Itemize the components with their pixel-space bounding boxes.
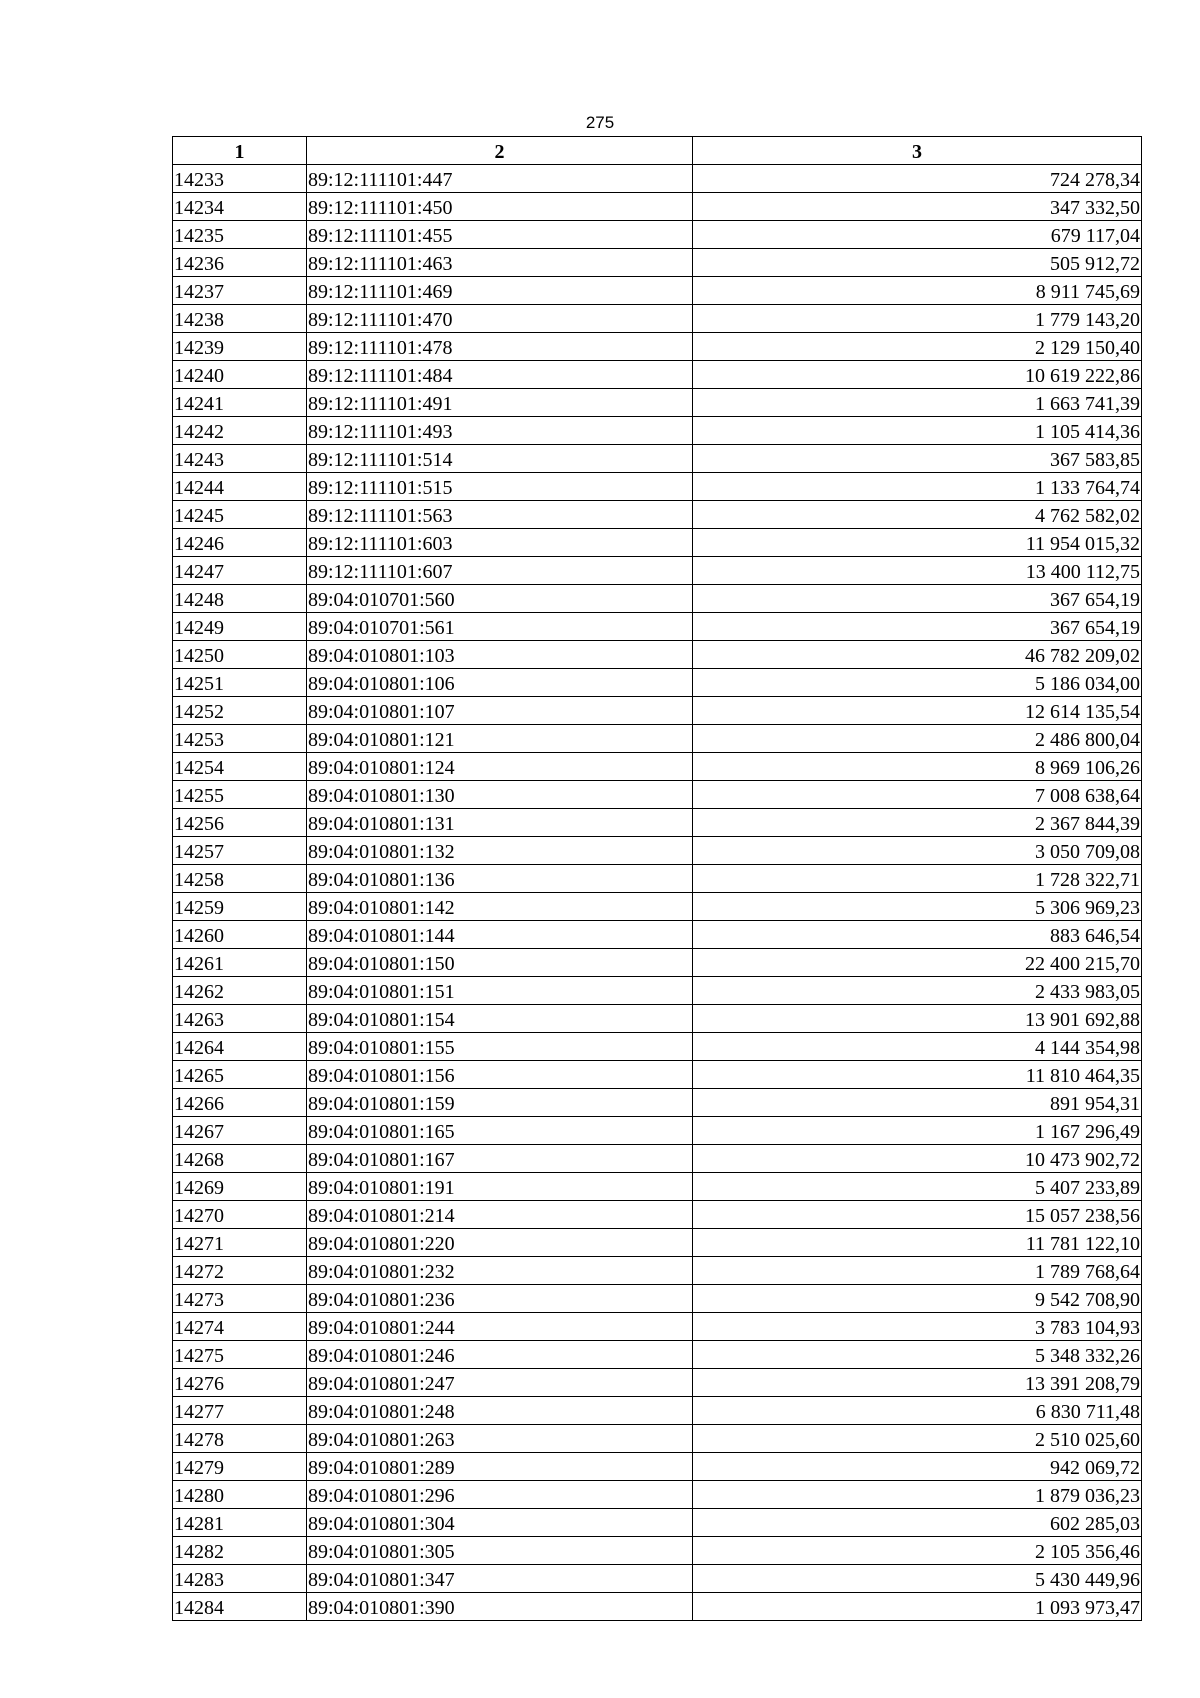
value-cell: 11 781 122,10 [693,1229,1142,1257]
table-row [173,193,1142,221]
row-number-cell: 14257 [173,837,307,865]
table-row [173,1453,1142,1481]
value-cell: 2 433 983,05 [693,977,1142,1005]
table-row [173,893,1142,921]
row-number-cell: 14250 [173,641,307,669]
value-cell: 1 093 973,47 [693,1593,1142,1621]
cadastral-number-cell: 89:04:010801:191 [307,1173,693,1201]
row-number-cell: 14260 [173,921,307,949]
row-number-cell: 14273 [173,1285,307,1313]
row-number-cell: 14280 [173,1481,307,1509]
table-row [173,641,1142,669]
value-cell: 3 783 104,93 [693,1313,1142,1341]
cadastral-number-cell: 89:04:010801:130 [307,781,693,809]
row-number-cell: 14248 [173,585,307,613]
cadastral-number-cell: 89:04:010801:263 [307,1425,693,1453]
row-number-cell: 14241 [173,389,307,417]
value-cell: 2 486 800,04 [693,725,1142,753]
table-row [173,669,1142,697]
table-row [173,277,1142,305]
cadastral-number-cell: 89:12:111101:447 [307,165,693,193]
cadastral-number-cell: 89:04:010801:289 [307,1453,693,1481]
cadastral-number-cell: 89:04:010801:246 [307,1341,693,1369]
table-row [173,725,1142,753]
table-row [173,1565,1142,1593]
row-number-cell: 14254 [173,753,307,781]
table-row [173,501,1142,529]
value-cell: 46 782 209,02 [693,641,1142,669]
value-cell: 10 473 902,72 [693,1145,1142,1173]
cadastral-number-cell: 89:04:010801:247 [307,1369,693,1397]
value-cell: 1 789 768,64 [693,1257,1142,1285]
value-cell: 2 510 025,60 [693,1425,1142,1453]
row-number-cell: 14276 [173,1369,307,1397]
cadastral-number-cell: 89:12:111101:470 [307,305,693,333]
cadastral-number-cell: 89:12:111101:514 [307,445,693,473]
value-cell: 4 762 582,02 [693,501,1142,529]
table-row [173,305,1142,333]
cadastral-number-cell: 89:04:010801:214 [307,1201,693,1229]
cadastral-number-cell: 89:04:010801:131 [307,809,693,837]
cadastral-number-cell: 89:04:010801:155 [307,1033,693,1061]
row-number-cell: 14283 [173,1565,307,1593]
cadastral-number-cell: 89:04:010801:305 [307,1537,693,1565]
table-row [173,753,1142,781]
row-number-cell: 14259 [173,893,307,921]
row-number-cell: 14264 [173,1033,307,1061]
value-cell: 891 954,31 [693,1089,1142,1117]
value-cell: 6 830 711,48 [693,1397,1142,1425]
cadastral-number-cell: 89:04:010801:151 [307,977,693,1005]
table-row [173,1033,1142,1061]
table-row [173,445,1142,473]
row-number-cell: 14258 [173,865,307,893]
table-row [173,1285,1142,1313]
cadastral-number-cell: 89:12:111101:450 [307,193,693,221]
row-number-cell: 14277 [173,1397,307,1425]
cadastral-number-cell: 89:04:010801:304 [307,1509,693,1537]
table-row [173,865,1142,893]
table-row [173,1425,1142,1453]
table-row [173,781,1142,809]
cadastral-number-cell: 89:04:010801:159 [307,1089,693,1117]
table-row [173,1481,1142,1509]
value-cell: 367 654,19 [693,613,1142,641]
row-number-cell: 14234 [173,193,307,221]
table-row [173,1229,1142,1257]
row-number-cell: 14236 [173,249,307,277]
value-cell: 5 348 332,26 [693,1341,1142,1369]
row-number-cell: 14237 [173,277,307,305]
row-number-cell: 14281 [173,1509,307,1537]
row-number-cell: 14275 [173,1341,307,1369]
table-row [173,1061,1142,1089]
cadastral-number-cell: 89:12:111101:478 [307,333,693,361]
value-cell: 1 779 143,20 [693,305,1142,333]
cadastral-number-cell: 89:04:010801:296 [307,1481,693,1509]
value-cell: 5 430 449,96 [693,1565,1142,1593]
cadastral-number-cell: 89:04:010801:236 [307,1285,693,1313]
cadastral-number-cell: 89:12:111101:493 [307,417,693,445]
value-cell: 367 583,85 [693,445,1142,473]
value-cell: 13 391 208,79 [693,1369,1142,1397]
table-row [173,1397,1142,1425]
row-number-cell: 14272 [173,1257,307,1285]
value-cell: 9 542 708,90 [693,1285,1142,1313]
cadastral-number-cell: 89:04:010801:165 [307,1117,693,1145]
cadastral-number-cell: 89:04:010801:154 [307,1005,693,1033]
row-number-cell: 14246 [173,529,307,557]
table-row [173,1313,1142,1341]
column-header-3: 3 [693,137,1142,165]
table-row [173,1145,1142,1173]
cadastral-number-cell: 89:04:010801:103 [307,641,693,669]
row-number-cell: 14233 [173,165,307,193]
cadastral-number-cell: 89:04:010801:156 [307,1061,693,1089]
table-row [173,1593,1142,1621]
value-cell: 3 050 709,08 [693,837,1142,865]
row-number-cell: 14247 [173,557,307,585]
value-cell: 13 400 112,75 [693,557,1142,585]
table-row [173,1201,1142,1229]
cadastral-number-cell: 89:12:111101:491 [307,389,693,417]
table-row [173,1257,1142,1285]
cadastral-number-cell: 89:04:010801:244 [307,1313,693,1341]
value-cell: 8 911 745,69 [693,277,1142,305]
table-row [173,361,1142,389]
value-cell: 7 008 638,64 [693,781,1142,809]
cadastral-number-cell: 89:04:010801:232 [307,1257,693,1285]
cadastral-number-cell: 89:04:010801:248 [307,1397,693,1425]
cadastral-number-cell: 89:12:111101:515 [307,473,693,501]
cadastral-number-cell: 89:04:010801:107 [307,697,693,725]
row-number-cell: 14266 [173,1089,307,1117]
value-cell: 5 186 034,00 [693,669,1142,697]
row-number-cell: 14270 [173,1201,307,1229]
column-header-2: 2 [307,137,693,165]
value-cell: 11 810 464,35 [693,1061,1142,1089]
table-row [173,921,1142,949]
row-number-cell: 14265 [173,1061,307,1089]
cadastral-number-cell: 89:04:010801:144 [307,921,693,949]
value-cell: 883 646,54 [693,921,1142,949]
cadastral-number-cell: 89:04:010801:136 [307,865,693,893]
table-row [173,1117,1142,1145]
value-cell: 15 057 238,56 [693,1201,1142,1229]
table-row [173,529,1142,557]
value-cell: 1 167 296,49 [693,1117,1142,1145]
value-cell: 11 954 015,32 [693,529,1142,557]
table-row [173,1005,1142,1033]
value-cell: 724 278,34 [693,165,1142,193]
table-row [173,333,1142,361]
value-cell: 2 367 844,39 [693,809,1142,837]
value-cell: 12 614 135,54 [693,697,1142,725]
row-number-cell: 14262 [173,977,307,1005]
value-cell: 347 332,50 [693,193,1142,221]
row-number-cell: 14253 [173,725,307,753]
table-row [173,809,1142,837]
row-number-cell: 14252 [173,697,307,725]
cadastral-number-cell: 89:12:111101:469 [307,277,693,305]
table-row [173,585,1142,613]
page-number: 275 [585,113,615,132]
cadastral-number-cell: 89:04:010801:167 [307,1145,693,1173]
cadastral-number-cell: 89:04:010701:560 [307,585,693,613]
value-cell: 5 306 969,23 [693,893,1142,921]
row-number-cell: 14274 [173,1313,307,1341]
table-row [173,221,1142,249]
value-cell: 13 901 692,88 [693,1005,1142,1033]
row-number-cell: 14240 [173,361,307,389]
table-row [173,473,1142,501]
value-cell: 1 728 322,71 [693,865,1142,893]
cadastral-number-cell: 89:04:010801:121 [307,725,693,753]
table-row [173,1509,1142,1537]
row-number-cell: 14267 [173,1117,307,1145]
table-body [173,165,1142,1621]
table-header [173,137,1142,165]
row-number-cell: 14245 [173,501,307,529]
row-number-cell: 14239 [173,333,307,361]
row-number-cell: 14242 [173,417,307,445]
value-cell: 367 654,19 [693,585,1142,613]
value-cell: 10 619 222,86 [693,361,1142,389]
row-number-cell: 14278 [173,1425,307,1453]
row-number-cell: 14269 [173,1173,307,1201]
table-row [173,1369,1142,1397]
table-row [173,1341,1142,1369]
cadastral-number-cell: 89:04:010801:220 [307,1229,693,1257]
row-number-cell: 14235 [173,221,307,249]
row-number-cell: 14238 [173,305,307,333]
value-cell: 8 969 106,26 [693,753,1142,781]
value-cell: 602 285,03 [693,1509,1142,1537]
cadastral-number-cell: 89:04:010801:150 [307,949,693,977]
table-row [173,949,1142,977]
cadastral-number-cell: 89:04:010801:132 [307,837,693,865]
value-cell: 5 407 233,89 [693,1173,1142,1201]
table-row [173,1537,1142,1565]
row-number-cell: 14249 [173,613,307,641]
value-cell: 1 105 414,36 [693,417,1142,445]
cadastral-number-cell: 89:12:111101:484 [307,361,693,389]
header-row [173,137,1142,165]
cadastral-number-cell: 89:04:010801:142 [307,893,693,921]
cadastral-number-cell: 89:12:111101:563 [307,501,693,529]
value-cell: 679 117,04 [693,221,1142,249]
table-row [173,417,1142,445]
row-number-cell: 14243 [173,445,307,473]
cadastral-number-cell: 89:12:111101:463 [307,249,693,277]
table-row [173,249,1142,277]
row-number-cell: 14255 [173,781,307,809]
cadastral-number-cell: 89:12:111101:603 [307,529,693,557]
row-number-cell: 14284 [173,1593,307,1621]
table-row [173,977,1142,1005]
value-cell: 1 133 764,74 [693,473,1142,501]
cadastral-number-cell: 89:04:010801:124 [307,753,693,781]
table-row [173,389,1142,417]
table-row [173,837,1142,865]
value-cell: 4 144 354,98 [693,1033,1142,1061]
cadastral-number-cell: 89:04:010801:347 [307,1565,693,1593]
row-number-cell: 14279 [173,1453,307,1481]
value-cell: 505 912,72 [693,249,1142,277]
table-row [173,613,1142,641]
table-row [173,697,1142,725]
cadastral-number-cell: 89:04:010701:561 [307,613,693,641]
value-cell: 22 400 215,70 [693,949,1142,977]
cadastral-number-cell: 89:04:010801:106 [307,669,693,697]
row-number-cell: 14261 [173,949,307,977]
value-cell: 942 069,72 [693,1453,1142,1481]
row-number-cell: 14244 [173,473,307,501]
table-row [173,1089,1142,1117]
row-number-cell: 14256 [173,809,307,837]
row-number-cell: 14282 [173,1537,307,1565]
cadastral-number-cell: 89:12:111101:455 [307,221,693,249]
register-table [172,136,1142,1621]
value-cell: 2 105 356,46 [693,1537,1142,1565]
row-number-cell: 14268 [173,1145,307,1173]
column-header-1: 1 [173,137,307,165]
table-row [173,557,1142,585]
table-row [173,1173,1142,1201]
value-cell: 2 129 150,40 [693,333,1142,361]
row-number-cell: 14263 [173,1005,307,1033]
cadastral-number-cell: 89:04:010801:390 [307,1593,693,1621]
row-number-cell: 14251 [173,669,307,697]
value-cell: 1 879 036,23 [693,1481,1142,1509]
cadastral-number-cell: 89:12:111101:607 [307,557,693,585]
row-number-cell: 14271 [173,1229,307,1257]
table-row [173,165,1142,193]
value-cell: 1 663 741,39 [693,389,1142,417]
